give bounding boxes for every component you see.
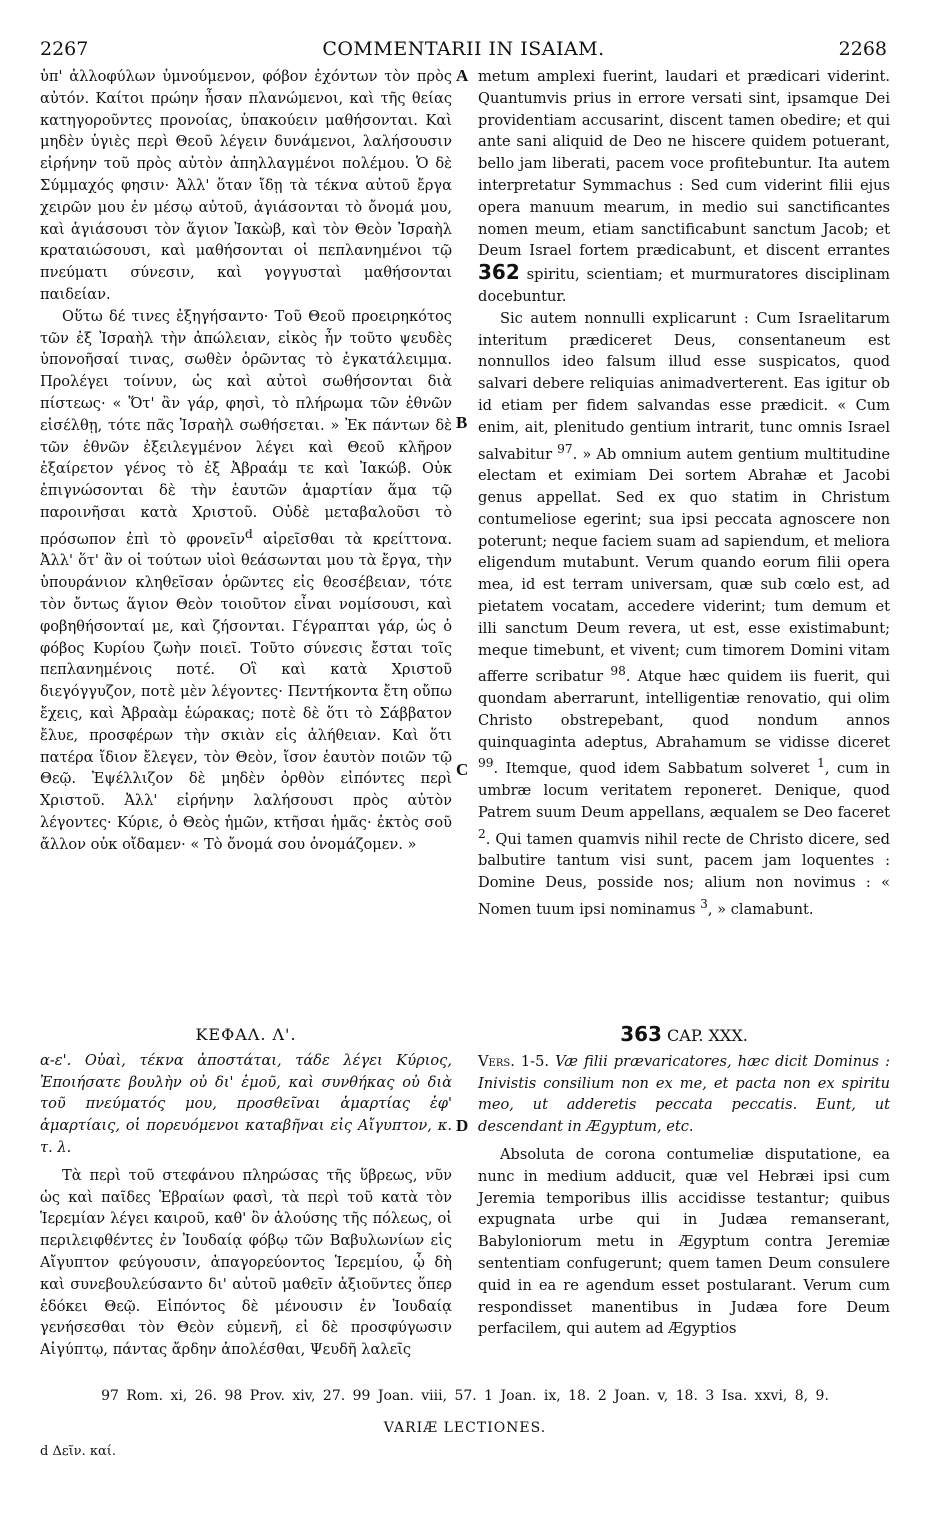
latin-p2-d: . Itemque, quod idem Sabbatum solveret xyxy=(493,760,818,778)
variant-note-d: d Δεῖν. καί. xyxy=(40,1444,116,1459)
section-letter-b: B xyxy=(456,413,468,432)
latin-p2-e: , cum in umbræ locum veritatem reponeret. Denique, quod Patrem suum Deum appellans, æqualem se Deo faceret xyxy=(478,760,890,821)
greek-paragraph-2-text: Οὕτω δέ τινες ἐξηγήσαντο· Τοῦ Θεοῦ προειρηκότος τῶν ἐξ Ἰσραὴλ τὴν ἀπώλειαν, εἰκὸς ἦν τοῦτο ψευδὲς ὑπονοῆσαί τινας, σωθὲν ὁρῶντας τὸ ἐγκατάλειμμα. Προλέγει τοίνυν, ὡς καὶ αὐτοὶ σωθήσονται διὰ πίστεως· « Ὅτ' ἂν γάρ, φησὶ, τὸ πλήρωμα τῶν ἐθνῶν εἰσέλθῃ, τότε πᾶς Ἰσραὴλ σωθήσεται. » Ἐκ πάντων δὲ τῶν ἐθνῶν ἐξειλεγμένον λέγει καὶ Θεοῦ κλῆρον ἐξαίρετον γένος τὸ ἐξ Ἀβραάμ τε καὶ Ἰακώβ. Οὐκ ἐπιγνώσονται δὲ τὴν ἑαυτῶν ἁμαρτίαν ἅμα τῷ παροινῆσαι κατὰ Χριστοῦ. Οὐδὲ μεταβαλοῦσι τὸ πρόσωπον ἐπὶ τὸ φρονεῖν xyxy=(40,307,452,548)
latin-chapter-block xyxy=(478,1020,890,1340)
footnote-references: 97 Rom. xi, 26. 98 Prov. xiv, 27. 99 Joan. viii, 57. 1 Joan. ix, 18. 2 Joan. v, 18. 3 Isa. xxvi, 8, 9. xyxy=(101,1388,829,1404)
greek-chapter-heading: ΚΕΦΑΛ. Λ'. xyxy=(195,1025,297,1044)
latin-p2-f: . Qui tamen quamvis nihil recte de Christo dicere, sed balbutire tantum visi sunt, pacem jam loquentes : Domine Deus, posside nos; alium non novimus : « Nomen tuum ipsi nominamus xyxy=(478,830,890,918)
footnote-ref-99: 99 xyxy=(478,756,494,771)
greek-paragraph-1: ὑπ' ἀλλοφύλων ὑμνούμενον, φόβον ἐχόντων τὸν πρὸς αὐτόν. Καίτοι πρώην ἦσαν πλανώμενοι, καὶ τῆς θείας κατηγοροῦντες προνοίας, ὑπακούειν μαθήσονται. Καὶ μηδὲν ὑγιὲς περὶ Θεοῦ λέγειν δυνάμενοι, λαλήσουσιν εἰρήνην τοῦ πρὸς αὐτὸν ἀπηλλαγμένοι πολέμου. Ὁ δὲ Σύμμαχός φησιν· Ἀλλ' ὅταν ἴδῃ τὰ τέκνα αὐτοῦ ἔργα χειρῶν μου ἐν μέσῳ αὐτοῦ, ἁγιάσονται τὸ ὄνομά μου, καὶ ἁγιάσουσι τὸν ἅγιον Ἰακὼβ, καὶ τὸν Θεὸν Ἰσραὴλ κραταιώσουσι, καὶ μαθήσονται οἱ πεπλανημένοι τῷ πνεύματι σύνεσιν, καὶ γογγυσταὶ μαθήσονται παιδείαν. xyxy=(40,68,452,303)
latin-chapter-lemma xyxy=(478,1051,890,1138)
variant-marker-d: d xyxy=(244,526,253,541)
greek-paragraph-3: Τὰ περὶ τοῦ στεφάνου πληρώσας τῆς ὕβρεως, νῦν ὡς καὶ παῖδες Ἑβραίων φασὶ, τὰ περὶ τοῦ κατὰ τὸν Ἱερεμίαν λέγει καιροῦ, καθ' ὃν ἁλούσης τῆς πόλεως, οἱ περιλειφθέντες ἐν Ἰουδαίᾳ φόβῳ τῶν Βαβυλωνίων εἰς Αἴγυπτον φεύγουσιν, ἀπαγορεύοντος Ἱερεμίου, ᾧ δὴ καὶ συνεβουλεύσαντο δι' αὐτοῦ μαθεῖν ἀξιοῦντες ὅπερ ἐδόκει Θεῷ. Εἰπόντος δὲ μένουσιν ἐν Ἰουδαίᾳ γενήσεσθαι τὸν Θεὸν εὐμενῆ, εἰ δὲ προσφύγωσιν Αἰγύπτῳ, πάντας ἄρδην ἀπολέσθαι, Ψευδῆ λαλεῖς xyxy=(40,1166,452,1359)
latin-paragraph-2 xyxy=(478,308,890,921)
greek-chapter-block xyxy=(40,1020,452,1361)
section-letter-d: D xyxy=(456,1116,469,1135)
verse-label: Vers. 1-5. xyxy=(478,1052,550,1070)
latin-p2-a: Sic autem nonnulli explicarunt : Cum Israelitarum interitum prædiceret Deus, consentaneum est nonnullos ideo falsum illud esse suspicatos, quod salvari debere reliquias animadverterent. Eas igitur ob id etiam per fidem salvandas esse prædicit. « Cum enim, ait, plenitudo gentium intrarit, tunc omnis Israel salvabitur xyxy=(478,309,890,463)
variae-lectiones-heading: VARIÆ LECTIONES. xyxy=(383,1420,547,1436)
latin-chapter-heading xyxy=(478,1024,890,1047)
latin-lemma-text: Væ filii prævaricatores, hæc dicit Dominus : Inivistis consilium non ex me, et pacta non ex spiritu meo, ut adderetis peccata peccatis. Eunt, ut descendant in Ægyptum, etc. xyxy=(478,1052,890,1136)
latin-paragraph-1 xyxy=(478,66,890,308)
greek-column xyxy=(40,66,452,856)
page-number-left: 2267 xyxy=(40,38,89,60)
running-title: COMMENTARII IN ISAIAM. xyxy=(322,38,605,60)
page-number-right: 2268 xyxy=(838,38,887,60)
greek-chapter-lemma: α-ε'. Οὐαὶ, τέκνα ἀποστάται, τάδε λέγει Κύριος, Ἐποιήσατε βουλὴν οὐ δι' ἐμοῦ, καὶ συνθήκας οὐ διὰ τοῦ πνεύματός μου, προσθεῖναι ἁμαρτίας ἐφ' ἁμαρτίαις, οἱ πορευόμενοι καταβῆναι εἰς Αἴγυπτον, κ. τ. λ. xyxy=(40,1051,452,1156)
latin-paragraph-1-text: metum amplexi fuerint, laudari et prædicari viderint. Quantumvis prius in errore versati sint, ipsamque Dei providentiam accusarint, discent tamen obedire; et qui ante sani aliquid de Deo ne hiscere quidem potuerant, bello jam liberati, pacem voce profitebuntur. Ita autem interpretatur Symmachus : Sed cum viderint filii ejus opera manuum mearum, in medio sui sanctificantes nomen meum, etiam sanctificabunt sanctum Jacob; et Deum Israel fortem prædicabunt, et discent errantes xyxy=(478,68,890,260)
latin-p2-b: . » Ab omnium autem gentium multitudine electam et eximiam Dei sortem Abrahæ et Jacobi genus appellat. Sed ex quo statim in Christum contumeliose egerint; sua ipsi peccata agnoscere non poterunt; neque faciem suam ad sapiendum, et meliora eligendum mutabunt. Verum quando eorum filii opera mea, id est terram universam, quæ sub cœlo est, ad pietatem vocatam, accedere viderint; tum demum et illi sanctum Deum revera, ut est, esse existimabunt; meque timebunt, et vivent; cum timorem Domini vitam afferre scribatur xyxy=(478,445,890,686)
latin-paragraph-3: Absoluta de corona contumeliæ disputatione, ea nunc in medium adducit, quæ vel Hebræi ipsi cum Jeremia temporibus illis accidisse testantur; quibus expugnata urbe qui in Judæa remanserant, Babyloniorum metu in Ægyptum contra Jeremiæ sententiam confugerunt; quem tamen Deum consulere quid in ea re agendum esset postularant. Verum cum respondisset manentibus in Judæa fore Deum perfacilem, qui autem ad Ægyptios xyxy=(478,1145,890,1338)
column-number-362: 362 xyxy=(478,260,520,285)
latin-p2-g: , » clamabunt. xyxy=(707,900,814,918)
footnote-ref-97: 97 xyxy=(557,441,573,456)
section-letter-a: A xyxy=(456,66,469,85)
column-number-363: 363 xyxy=(620,1022,662,1046)
footnote-ref-98: 98 xyxy=(610,664,626,679)
latin-column xyxy=(478,66,890,921)
footnote-ref-1: 1 xyxy=(817,756,825,771)
latin-p2-c: . Atque hæc quidem iis fuerit, qui quondam aberrarunt, intelligentiæ renovatio, qui olim Christo obstrepebant, quod nondum annos quinquaginta adeptus, Abrahamum se vidisse diceret xyxy=(478,668,890,751)
latin-paragraph-1-cont: spiritu, scientiam; et murmuratores disciplinam docebuntur. xyxy=(478,266,890,305)
footnote-ref-2: 2 xyxy=(478,826,486,841)
footnote-ref-3: 3 xyxy=(700,896,708,911)
running-header xyxy=(40,38,887,62)
greek-paragraph-2-cont: αἱρεῖσθαι τὰ κρείττονα. Ἀλλ' ὅτ' ἂν οἱ τούτων υἱοὶ θεάσωνται μου τὰ ἔργα, τὴν ὑπουράνιον κληθεῖσαν ὁρῶντες εἰς θεοσέβειαν, τότε τὸν ὄντως ἅγιον Θεὸν τοιοῦτον εἶναι νομίσουσι, καὶ φοβηθήσονταί με, καὶ ζήσονται. Γέγραπται γάρ, ὡς ὁ φόβος Κυρίου ζωὴν ποιεῖ. Τοῦτο σύνεσις ἔσται τοῖς πεπλανημένοις ποτέ. Οἳ καὶ κατὰ Χριστοῦ διεγόγγυζον, ποτὲ μὲν λέγοντες· Πεντήκοντα ἔτη οὔπω ἔχεις, καὶ Ἀβραὰμ ἑώρακας; ποτὲ δὲ ὅτι τὸ Σάββατον ἔλυε, προσφέρων τὴν σκιὰν εἰς ἀλήθειαν. Καὶ ὅτι πατέρα ἴδιον ἔλεγεν, τὸν Θεὸν, ἴσον ἑαυτὸν ποιῶν τῷ Θεῷ. Ἐψέλλιζον δὲ μηδὲν ὀρθὸν εἰπόντες περὶ Χριστοῦ. Ἀλλ' εἰρήνην λαλήσουσι πρὸς αὐτὸν λέγοντες· Κύριε, ὁ Θεὸς ἡμῶν, κτῆσαι ἡμᾶς· ἐκτὸς σοῦ ἄλλον οὐκ οἴδαμεν· « Τὸ ὄνομά σου ὀνομάζομεν. » xyxy=(40,530,452,853)
latin-chapter-title: CAP. XXX. xyxy=(667,1026,748,1045)
section-letter-c: C xyxy=(456,760,469,779)
greek-paragraph-2 xyxy=(40,306,452,856)
